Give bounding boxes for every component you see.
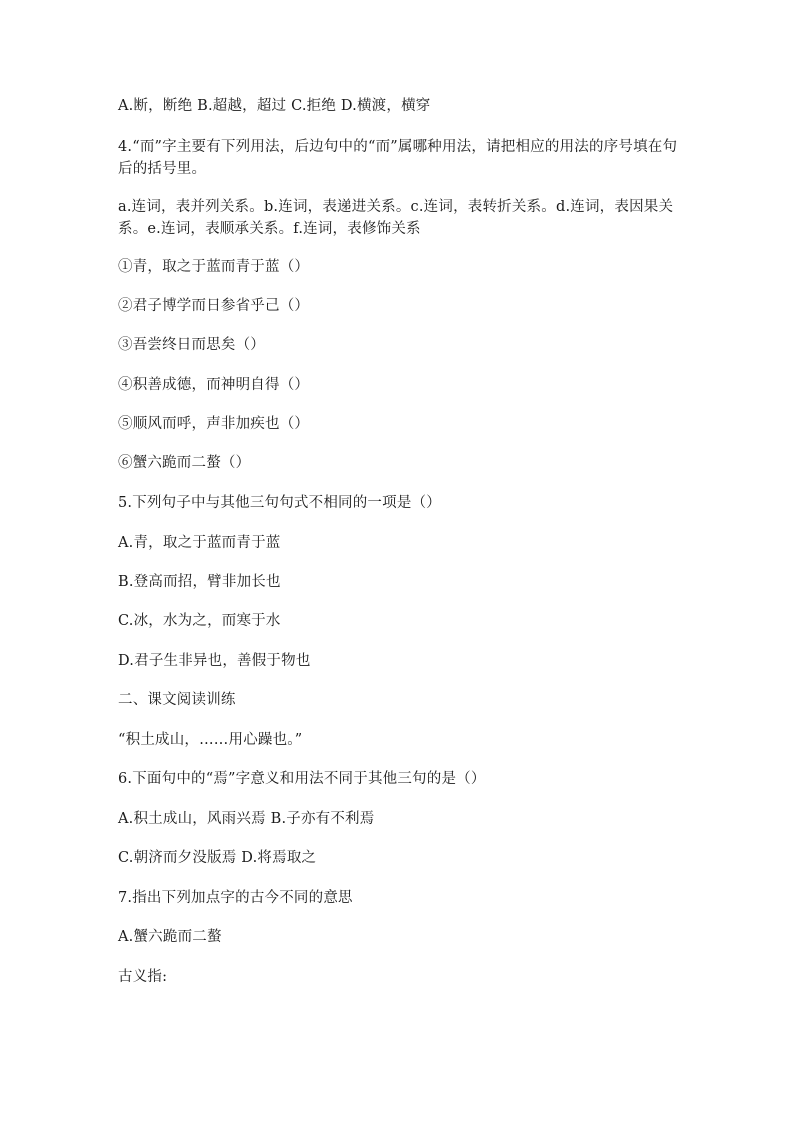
question-7-item-a: A.蟹六跪而二螯 xyxy=(118,929,222,945)
option-line-q3: A.断，断绝 B.超越，超过 C.拒绝 D.横渡，横穿 xyxy=(118,98,431,114)
question-6-options-ab: A.积土成山，风雨兴焉 B.子亦有不利焉 xyxy=(118,811,375,827)
sentence-2: ②君子博学而日参省乎己（） xyxy=(118,298,310,314)
reading-excerpt: “积土成山，……用心躁也。” xyxy=(118,732,303,748)
sentence-5: ⑤顺风而呼，声非加疾也（） xyxy=(118,416,310,432)
question-5-stem: 5.下列句子中与其他三句句式不相同的一项是（） xyxy=(118,495,441,511)
question-6-options-cd: C.朝济而夕没版焉 D.将焉取之 xyxy=(118,850,317,866)
question-5-option-d: D.君子生非异也，善假于物也 xyxy=(118,653,311,669)
question-5-option-a: A.青，取之于蓝而青于蓝 xyxy=(118,535,281,551)
sentence-3: ③吾尝终日而思矣（） xyxy=(118,337,265,353)
sentence-6: ⑥蟹六跪而二螯（） xyxy=(118,455,251,471)
sentence-1: ①青，取之于蓝而青于蓝（） xyxy=(118,259,310,275)
question-5-option-c: C.冰，水为之，而寒于水 xyxy=(118,613,281,629)
usage-list: a.连词，表并列关系。b.连词，表递进关系。c.连词，表转折关系。d.连词，表因果关系。e.连词，表顺承关系。f.连词，表修饰关系 xyxy=(118,199,674,237)
ancient-meaning-label: 古义指: xyxy=(118,969,168,985)
question-6-stem: 6.下面句中的“焉”字意义和用法不同于其他三句的是（） xyxy=(118,771,486,787)
question-5-option-b: B.登高而招，臂非加长也 xyxy=(118,574,281,590)
question-4-stem: 4.“而”字主要有下列用法，后边句中的“而”属哪种用法，请把相应的用法的序号填在句后的括号里。 xyxy=(118,139,678,177)
question-7-stem: 7.指出下列加点字的古今不同的意思 xyxy=(118,890,353,906)
section-heading: 二、课文阅读训练 xyxy=(118,692,236,708)
sentence-4: ④积善成德，而神明自得（） xyxy=(118,377,310,393)
